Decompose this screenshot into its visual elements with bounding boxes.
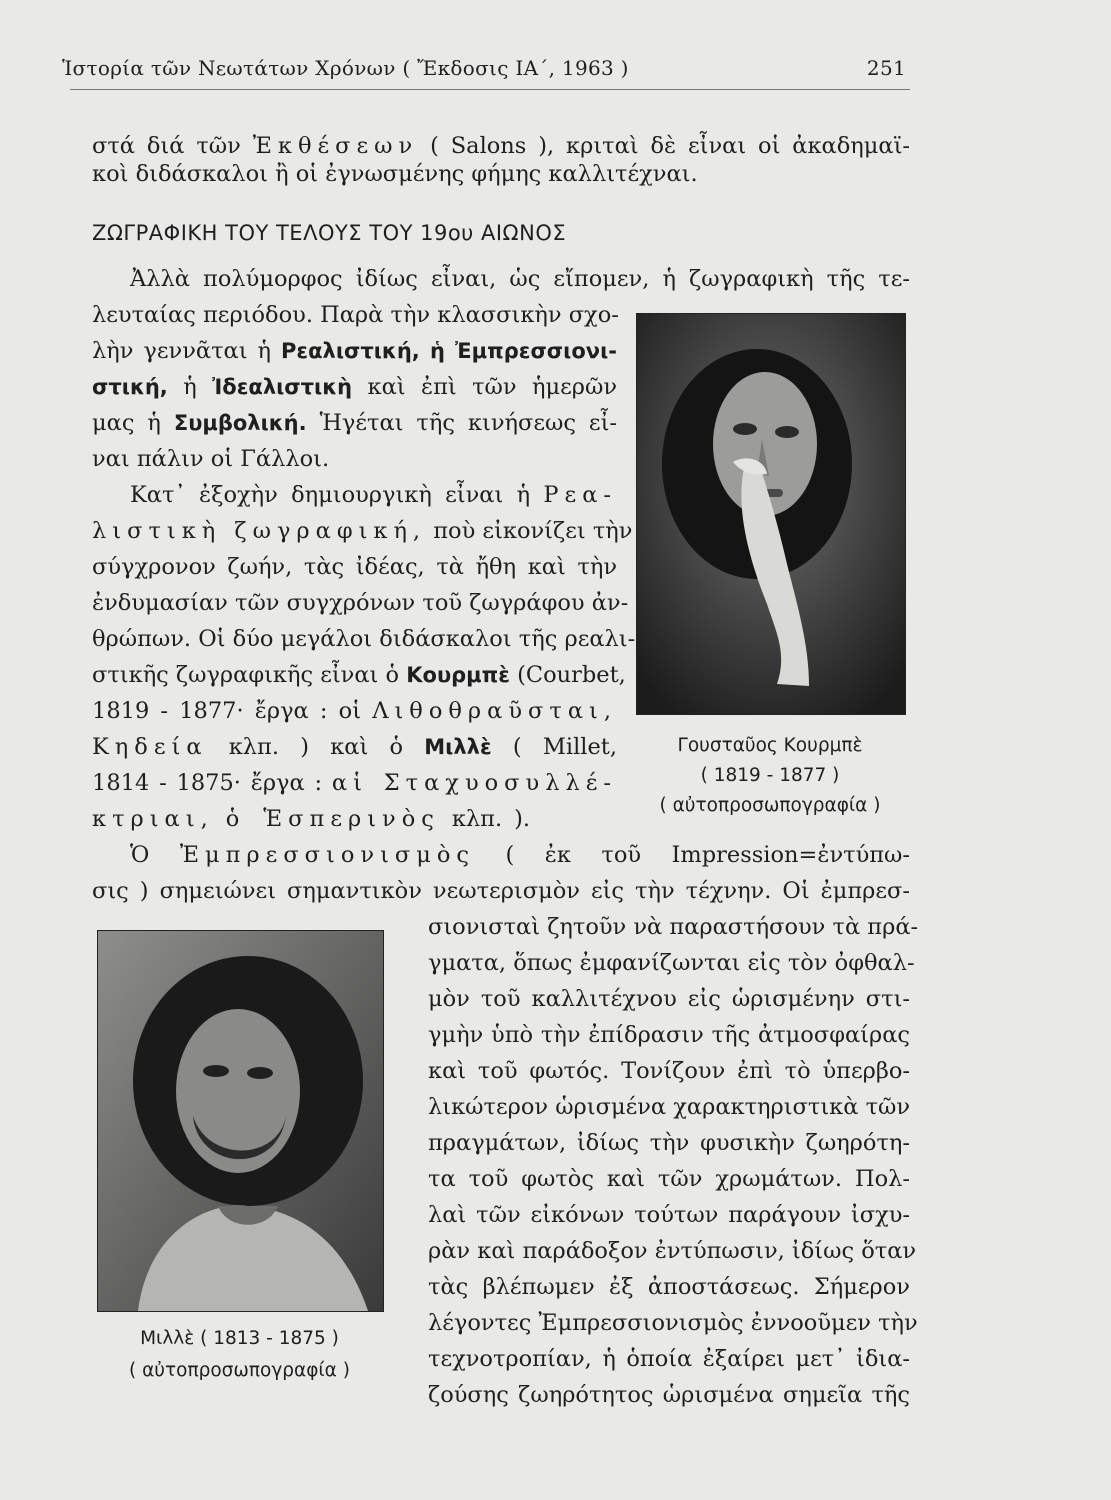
header-rule: [70, 89, 910, 90]
text-line: Κατ᾿ ἐξοχὴν δημιουργικὴ εἶναι ἡ Ρεα-: [130, 482, 617, 508]
millet-caption-name: Μιλλὲ ( 1813 - 1875 ): [140, 1328, 339, 1349]
text-line: ρὰν καὶ παράδοξον ἐντύπωσιν, ἰδίως ὅταν: [428, 1238, 917, 1264]
text-line: λικώτερον ὡρισμένα χαρακτηριστικὰ τῶν: [428, 1094, 911, 1120]
courbet-caption-name: Γουσταῦος Κουρμπὲ: [677, 735, 863, 756]
text-line: τα τοῦ φωτὸς καὶ τῶν χρωμάτων. Πολ-: [428, 1166, 910, 1192]
running-header: [62, 56, 910, 84]
text-line: λαὶ τῶν εἰκόνων τούτων παράγουν ἰσχυ-: [428, 1202, 910, 1228]
text-line: λευταίας περιόδου. Παρὰ τὴν κλασσικὴν σχο-: [92, 302, 619, 328]
text-line: σις ) σημειώνει σημαντικὸν νεωτερισμὸν εἰς τὴν τέχνην. Οἱ ἐμπρεσ-: [92, 878, 910, 904]
text-line: πραγμάτων, ἰδίως τὴν φυσικὴν ζωηρότη-: [428, 1130, 910, 1156]
section-heading: ΖΩΓΡΑΦΙΚΗ ΤΟΥ ΤΕΛΟΥΣ ΤΟΥ 19ου ΑΙΩΝΟΣ: [92, 221, 567, 245]
millet-caption-note: ( αὐτοπροσωπογραφία ): [129, 1360, 350, 1381]
text-line: Κηδεία κλπ. ) καὶ ὁ Μιλλὲ ( Millet,: [92, 734, 617, 760]
text-line: λιστικὴ ζωγραφική, ποὺ εἰκονίζει τὴν: [92, 518, 633, 544]
text-line: μὸν τοῦ καλλιτέχνου εἰς ὡρισμένην στι-: [428, 986, 910, 1012]
text-line: θρώπων. Οἱ δύο μεγάλοι διδάσκαλοι τῆς ρεαλι-: [92, 626, 636, 652]
text-line: γμὴν ὑπὸ τὴν ἐπίδρασιν τῆς ἀτμοσφαίρας: [428, 1022, 910, 1048]
running-title: Ἱστορία τῶν Νεωτάτων Χρόνων ( Ἔκδοσις ΙΑ΄, 1963 ): [62, 56, 629, 80]
text-line: στική, ἡ Ἰδεαλιστικὴ καὶ ἐπὶ τῶν ἡμερῶν: [92, 374, 618, 400]
text-line: Ἀλλὰ πολύμορφος ἰδίως εἶναι, ὡς εἴπομεν, ἡ ζωγραφικὴ τῆς τε-: [130, 266, 910, 292]
text-line: κοὶ διδάσκαλοι ἢ οἱ ἐγνωσμένης φήμης καλλιτέχναι.: [92, 161, 698, 187]
text-line: ἐνδυμασίαν τῶν συγχρόνων τοῦ ζωγράφου ἀν-: [92, 590, 629, 616]
text-line: 1814 - 1875· ἔργα : αἱ Σταχυοσυλλέ-: [92, 770, 617, 796]
courbet-portrait-image: [636, 313, 906, 715]
text-line: ναι πάλιν οἱ Γάλλοι.: [92, 446, 330, 472]
text-line: ζούσης ζωηρότητος ὡρισμένα σημεῖα τῆς: [428, 1382, 910, 1408]
text-line: λὴν γεννᾶται ἡ Ρεαλιστική, ἡ Ἐμπρεσσιονι-: [92, 338, 617, 364]
page-number: 251: [866, 56, 906, 80]
text-line: τὰς βλέπωμεν ἐξ ἀποστάσεως. Σήμερον: [428, 1274, 910, 1300]
text-line: λέγοντες Ἐμπρεσσιονισμὸς ἐννοοῦμεν τὴν: [428, 1310, 918, 1336]
text-line: γματα, ὅπως ἐμφανίζωνται εἰς τὸν ὀφθαλ-: [428, 950, 915, 976]
courbet-caption-years: ( 1819 - 1877 ): [700, 765, 840, 786]
courbet-caption-note: ( αὐτοπροσωπογραφία ): [659, 795, 881, 816]
text-line: Ὁ Ἐμπρεσσιονισμὸς ( ἐκ τοῦ Impression=ἐντύπω-: [130, 842, 911, 868]
text-line: στικῆς ζωγραφικῆς εἶναι ὁ Κουρμπὲ (Courbet,: [92, 662, 626, 688]
millet-portrait-image: [97, 930, 384, 1312]
text-line: μας ἡ Συμβολική. Ἡγέται τῆς κινήσεως εἶ-: [92, 410, 617, 436]
text-line: κτριαι, ὁ Ἑσπερινὸς κλπ. ).: [92, 806, 531, 832]
text-line: σιονισταὶ ζητοῦν νὰ παραστήσουν τὰ πρά-: [428, 914, 919, 940]
text-line: στά διά τῶν Ἐκθέσεων ( Salons ), κριταὶ δὲ εἶναι οἱ ἀκαδημαϊ-: [92, 133, 911, 159]
text-line: σύγχρονον ζωήν, τὰς ἰδέας, τὰ ἤθη καὶ τὴν: [92, 554, 617, 580]
text-line: 1819 - 1877· ἔργα : οἱ Λιθοθραῦσται,: [92, 698, 617, 724]
text-line: τεχνοτροπίαν, ἡ ὁποία ἐξαίρει μετ᾿ ἰδια-: [428, 1346, 910, 1372]
text-line: καὶ τοῦ φωτός. Τονίζουν ἐπὶ τὸ ὑπερβο-: [428, 1058, 910, 1084]
